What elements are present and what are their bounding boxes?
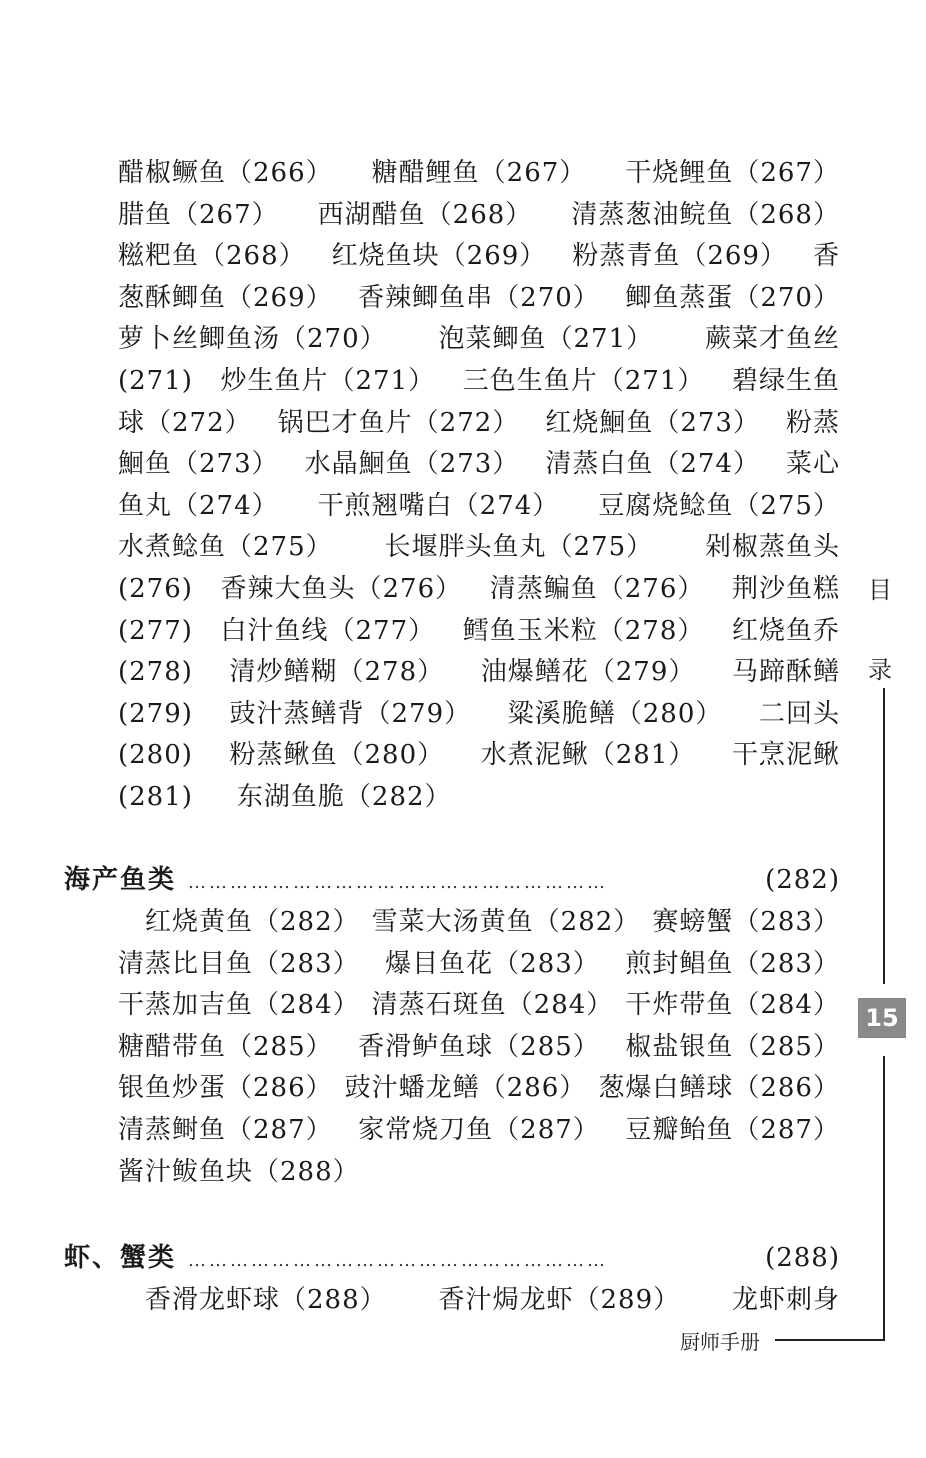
toc-entry: 锅巴才鱼片（272） [277,407,520,438]
toc-line [118,443,840,485]
section-heading-seafood [64,859,840,904]
toc-line [118,943,840,985]
toc-entry: 干蒸加吉鱼（284） [118,990,360,1021]
toc-entry: 干烹泥鳅 [731,740,840,771]
toc-entry: 赛螃蟹（283） [652,907,840,937]
toc-entry: 雪菜大汤黄鱼（282） [371,907,641,937]
toc-entry: 菜心 [785,449,840,480]
toc-entry: 炒生鱼片（271） [220,366,436,396]
margin-rule-upper [883,688,885,984]
toc-entry: 三色生鱼片（271） [462,366,705,396]
toc-entry: 清蒸白鱼（274） [545,449,760,480]
toc-line [118,693,840,735]
toc-line [118,1109,840,1151]
footer-rule [775,1339,885,1341]
toc-entry: (276) [118,574,193,604]
toc-entry: 蕨菜才鱼丝 [704,324,840,355]
toc-entry: 泡菜鲫鱼（271） [438,324,654,355]
toc-line [145,901,840,943]
toc-line [118,1067,840,1109]
toc-entry: 鮰鱼（273） [118,449,279,480]
toc-entry: 荆沙鱼糕 [731,574,840,604]
toc-entry: 鲫鱼蒸蛋（270） [625,282,840,313]
toc-line [118,734,840,776]
toc-entry: 豉汁蟠龙鳝（286） [344,1073,587,1104]
toc-entry: 香辣鲫鱼串（270） [358,282,600,313]
section-title: 海产鱼类 [64,865,177,895]
toc-line [118,485,840,527]
section-heading-shrimp-crab [64,1237,840,1282]
toc-entry: 豉汁蒸鳝背（279） [229,698,472,729]
toc-entry: 干烧鲤鱼（267） [625,158,840,188]
toc-line [118,568,840,610]
toc-entry: (278) [118,657,193,688]
toc-entry: 剁椒蒸鱼头 [704,532,840,563]
toc-entry: 碧绿生鱼 [731,366,840,396]
toc-line [118,152,840,194]
toc-entry: 水晶鮰鱼（273） [304,449,520,480]
toc-entry: 粱溪脆鳝（280） [507,698,723,729]
toc-entry: 萝卜丝鲫鱼汤（270） [118,324,387,355]
toc-entry: 银鱼炒蛋（286） [118,1073,333,1104]
section-page: (282) [765,865,840,895]
toc-entry: (277) [118,615,193,646]
toc-line [118,402,840,444]
leader-dots: …………………………………………………… [188,872,609,893]
toc-line [118,526,840,568]
toc-entry: 清蒸鳊鱼（276） [489,574,705,604]
toc-entry: 豆瓣鲐鱼（287） [625,1115,840,1145]
toc-line [118,235,840,277]
toc-entry: 腊鱼（267） [118,199,279,230]
toc-line [118,651,840,693]
toc-entry: 白汁鱼线（277） [220,615,436,646]
toc-entry: 油爆鳝花（279） [480,657,696,688]
section-title: 虾、蟹类 [64,1243,177,1273]
toc-entry: 球（272） [118,407,252,438]
toc-line [118,277,840,319]
leader-dots: …………………………………………………… [188,1250,609,1271]
running-footer: 厨师手册 [680,1330,760,1354]
toc-entry: (279) [118,698,193,729]
toc-line [118,1026,840,1068]
toc-entry: 椒盐银鱼（285） [625,1031,840,1062]
toc-entry: (271) [118,366,193,396]
toc-entry: 粉蒸鳅鱼（280） [229,740,445,771]
toc-entry: 香 [812,241,840,272]
toc-entry: 红烧黄鱼（282） [145,907,360,937]
toc-entry: 葱爆白鳝球（286） [598,1073,840,1104]
toc-entry: 酱汁鲅鱼块（288） [118,1156,360,1187]
toc-entry: 葱酥鲫鱼（269） [118,282,333,313]
toc-entry: 红烧鱼乔 [731,615,840,646]
toc-line [118,318,840,360]
page-number-badge: 15 [858,998,906,1038]
toc-entry: 粉蒸 [785,407,840,438]
toc-line [118,360,840,402]
toc-entry: (281) [118,782,193,812]
toc-entry: 水煮鲶鱼（275） [118,532,333,563]
toc-entry: 干炸带鱼（284） [625,990,840,1021]
toc-entry: 香辣大鱼头（276） [220,574,463,604]
toc-entry: 龙虾刺身 [731,1285,840,1315]
toc-line [145,1279,840,1321]
toc-entry: 干煎翘嘴白（274） [317,490,560,521]
toc-line [118,776,840,818]
toc-entry: 爆目鱼花（283） [385,948,600,979]
toc-entry: 清蒸葱油鲩鱼（268） [571,199,840,230]
toc-entry: 水煮泥鳅（281） [480,740,696,771]
toc-entry: 鱼丸（274） [118,490,279,521]
toc-entry: 西湖醋鱼（268） [317,199,533,230]
toc-entry: 清蒸比目鱼（283） [118,948,360,979]
toc-entry: 糖醋带鱼（285） [118,1031,333,1062]
toc-entry: 香滑鲈鱼球（285） [358,1031,600,1062]
toc-entry: 鳕鱼玉米粒（278） [462,615,705,646]
margin-rule-lower [883,1056,885,1341]
toc-line [118,194,840,236]
toc-entry: 醋椒鳜鱼（266） [118,158,333,188]
side-label-lu: 录 [868,656,892,684]
side-label-mu: 目 [868,576,892,604]
toc-line [118,610,840,652]
toc-entry: 糍粑鱼（268） [118,241,306,272]
toc-line [118,1151,840,1193]
toc-entry: 煎封鲳鱼（283） [625,948,840,979]
toc-entry: 长堰胖头鱼丸（275） [384,532,654,563]
toc-entry: 家常烧刀鱼（287） [358,1115,600,1145]
toc-entry: 红烧鮰鱼（273） [545,407,760,438]
toc-entry: 豆腐烧鲶鱼（275） [598,490,840,521]
toc-entry: 红烧鱼块（269） [331,241,547,272]
toc-entry: 清炒鳝糊（278） [229,657,445,688]
toc-entry: 糖醋鲤鱼（267） [371,158,587,188]
section-page: (288) [765,1243,840,1273]
toc-entry: 清蒸鲥鱼（287） [118,1115,333,1145]
toc-entry: 东湖鱼脆（282） [236,782,452,812]
toc-entry: 马蹄酥鳝 [731,657,840,688]
toc-entry: 香汁焗龙虾（289） [438,1285,681,1315]
toc-entry: 香滑龙虾球（288） [145,1285,387,1315]
toc-entry: 清蒸石斑鱼（284） [371,990,614,1021]
toc-entry: 粉蒸青鱼（269） [572,241,787,272]
toc-entry: 二回头 [758,698,840,729]
toc-entry: (280) [118,740,193,771]
toc-line [118,984,840,1026]
